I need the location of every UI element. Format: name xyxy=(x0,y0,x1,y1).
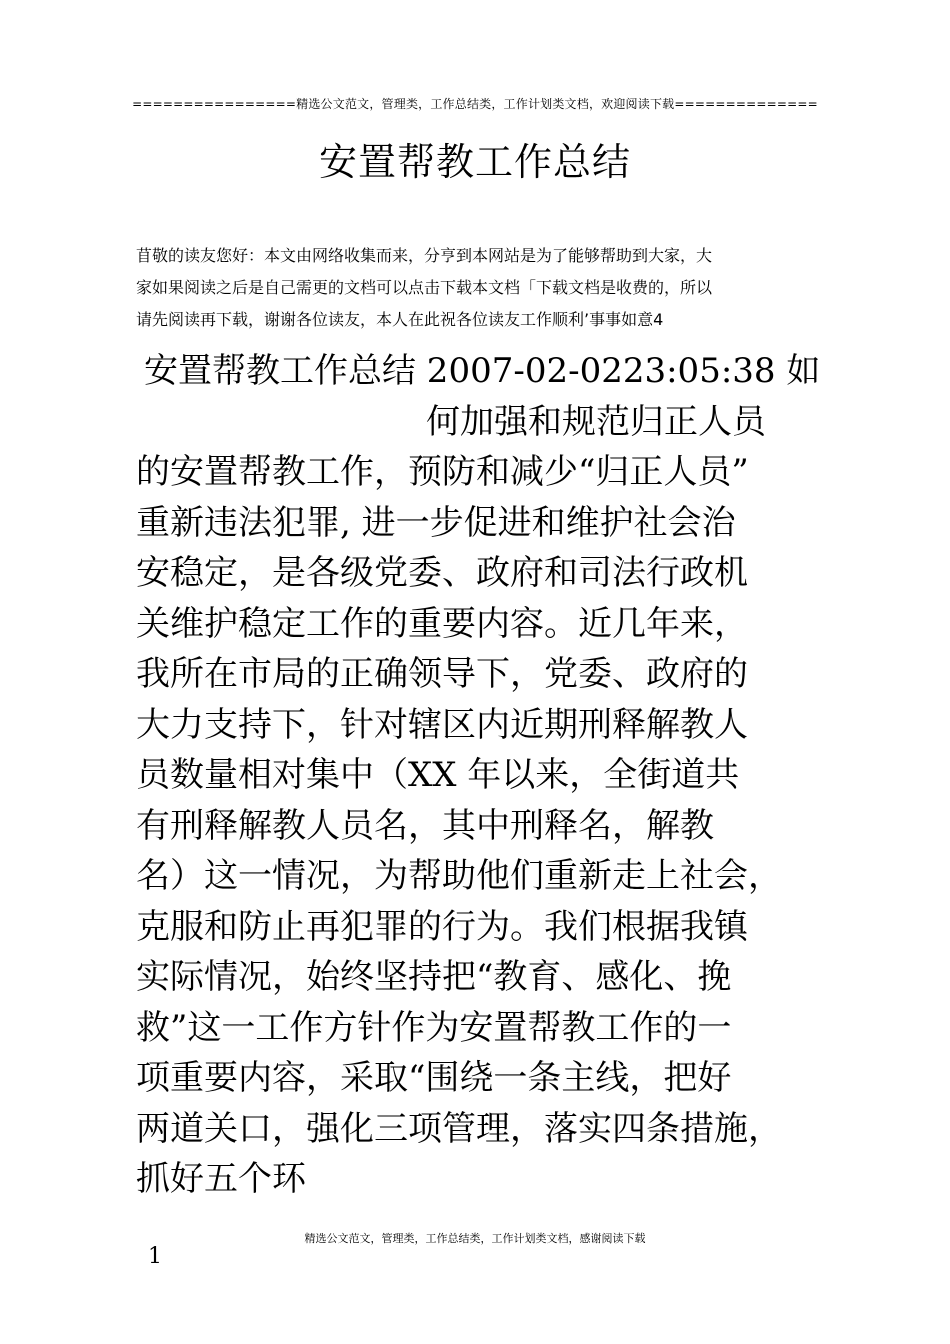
body-paragraph xyxy=(136,346,850,1205)
body-line: 克服和防止再犯罪的行为。我们根据我镇 xyxy=(136,906,748,947)
body-line: 关维护稳定工作的重要内容。近几年来， xyxy=(136,603,748,644)
body-line: 名）这一情况，为帮助他们重新走上社会， xyxy=(136,856,782,896)
body-line: 重新违法犯罪, 进一步促进和维护社会治 xyxy=(136,502,736,543)
body-line: 实际情况，始终坚持把“教育、感化、挽 xyxy=(136,957,732,997)
greeting-line: 苜敬的读友您好：本文由网络收集而来，分亨到本网站是为了能够帮助到大家，大 xyxy=(136,246,713,265)
body-line: 抓好五个环 xyxy=(136,1159,306,1199)
body-line: 大力支持下，针对辖区内近期刑释解教人 xyxy=(136,704,748,745)
greeting-line: 请先阅读再下载，谢谢各位读友，本人在此祝各位读友工作顺利’事事如意4 xyxy=(136,310,664,329)
footer-text: 精选公文范文，管理类，工作总结类，工作计划类文档，感谢阅读下载 xyxy=(304,1232,646,1245)
header-banner: ================精选公文范文，管理类，工作总结类，工作计划类文档，欢迎阅读下载============== xyxy=(132,97,818,111)
body-line: 的安置帮教工作，预防和减少“归正人员” xyxy=(136,452,749,492)
greeting-line: 家如果阅读之后是自己需更的文档可以点击下载本文档「下载文档是收费的，所以 xyxy=(136,278,713,297)
body-line: 我所在市局的正确领导下，党委、政府的 xyxy=(136,654,748,694)
body-line: 安置帮教工作总结 2007-02-0223:05:38 如 xyxy=(144,351,821,391)
page-number: 1 xyxy=(148,1244,162,1269)
body-line: 员数量相对集中（XX 年以来，全街道共 xyxy=(136,755,740,795)
body-line: 何加强和规范归正人员 xyxy=(426,401,766,442)
document-title: 安置帮教工作总结 xyxy=(318,140,631,184)
body-line: 救”这一工作方针作为安置帮教工作的一 xyxy=(136,1007,732,1048)
body-line: 项重要内容，采取“围绕一条主线，把好 xyxy=(136,1058,732,1098)
reader-greeting xyxy=(136,240,836,336)
body-line: 有刑释解教人员名，其中刑释名，解教 xyxy=(136,805,714,846)
body-line: 两道关口，强化三项管理，落实四条措施， xyxy=(136,1108,782,1149)
body-line: 安稳定，是各级党委、政府和司法行政机 xyxy=(136,553,748,593)
